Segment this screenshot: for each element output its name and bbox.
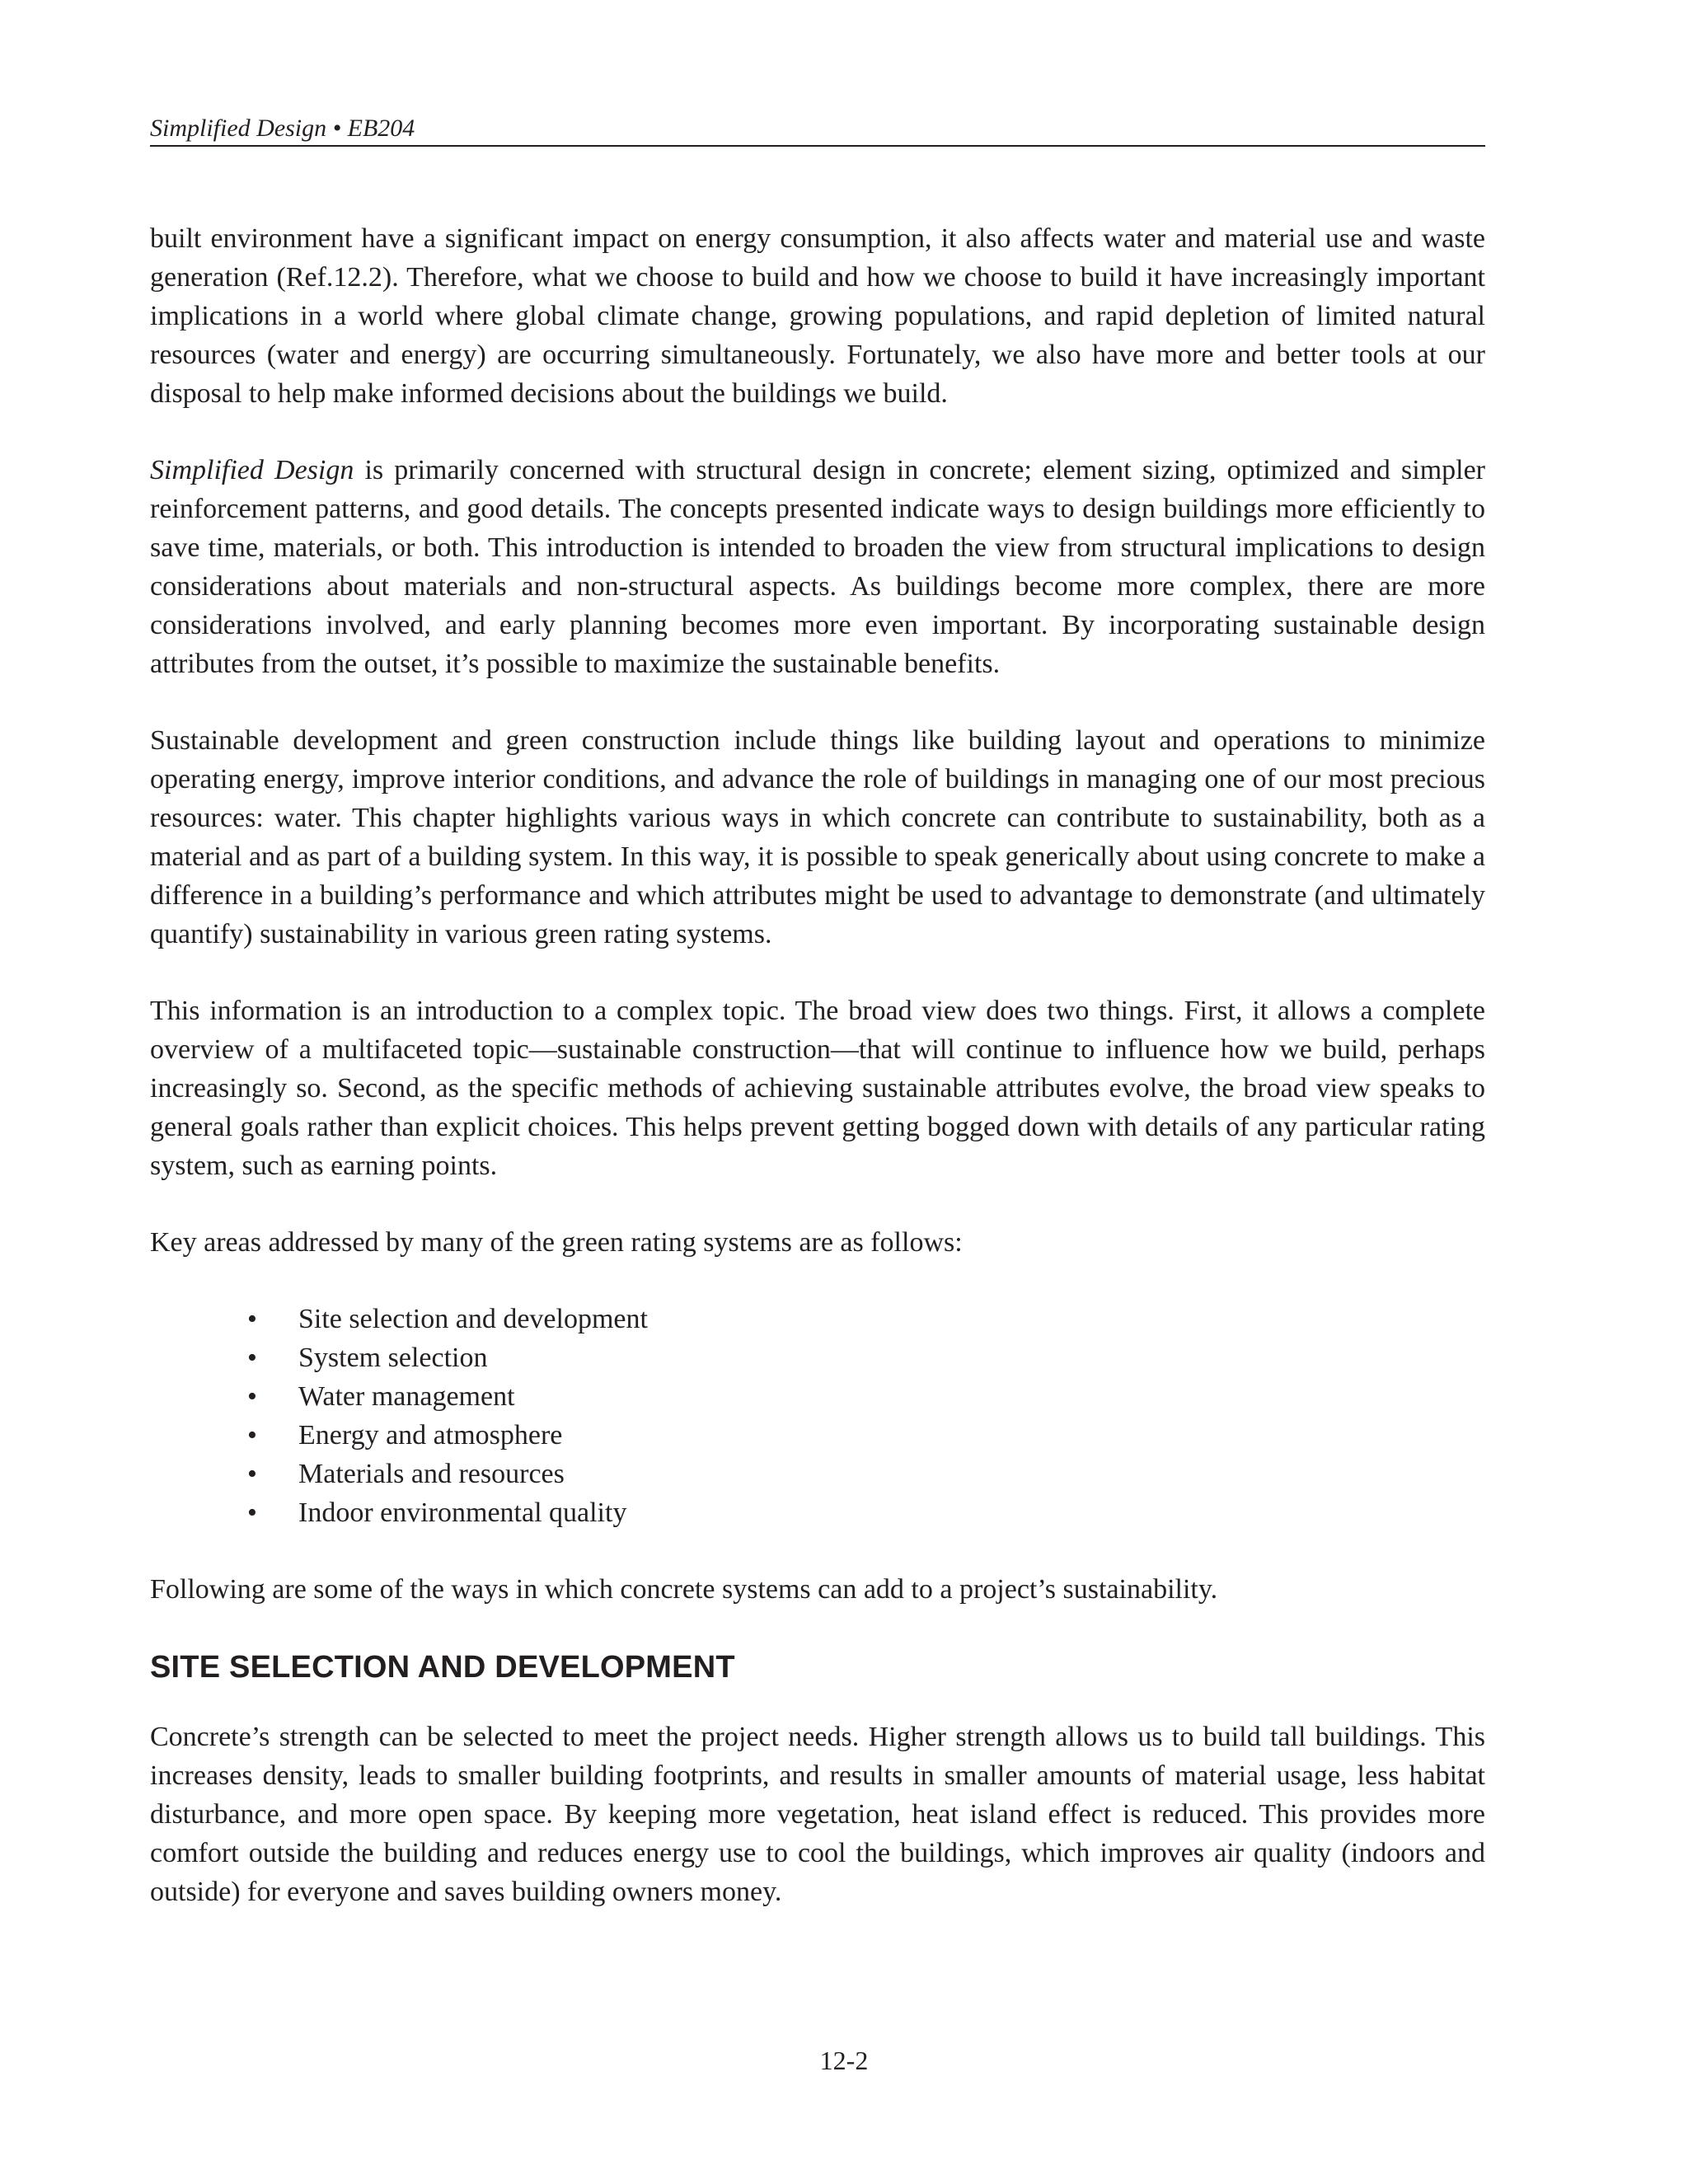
list-item-text: Indoor environmental quality bbox=[298, 1497, 627, 1528]
running-header: Simplified Design • EB204 bbox=[150, 110, 1485, 147]
bullet-glyph: • bbox=[247, 1304, 257, 1334]
paragraph-simplified-design bbox=[150, 451, 1485, 683]
bullet-glyph: • bbox=[247, 1343, 257, 1373]
list-item bbox=[150, 1493, 1485, 1532]
list-item-text: Energy and atmosphere bbox=[298, 1420, 563, 1451]
list-item-text: Site selection and development bbox=[298, 1304, 648, 1334]
list-outro: Following are some of the ways in which concrete systems can add to a project’s sustainability. bbox=[150, 1574, 1218, 1605]
paragraph-site-selection: Concrete’s strength can be selected to meet the project needs. Higher strength allows us to build tall buildings. This increases density, leads to smaller building footprints, and results in smaller amounts of material usage, less habitat disturbance, and more open space. By keeping more vegetation, heat island effect is reduced. This provides more comfort outside the building and reduces energy use to cool the buildings, which improves air quality (indoors and outside) for everyone and saves building owners money. bbox=[150, 1722, 1485, 1907]
book-title-italic: Simplified Design bbox=[150, 455, 354, 485]
list-intro: Key areas addressed by many of the green rating systems are as follows: bbox=[150, 1227, 963, 1258]
list-item bbox=[150, 1455, 1485, 1493]
list-item-text: Water management bbox=[298, 1381, 515, 1412]
key-areas-list bbox=[150, 1300, 1485, 1532]
bullet-glyph: • bbox=[247, 1497, 257, 1528]
bullet-glyph: • bbox=[247, 1381, 257, 1412]
page-content bbox=[150, 219, 1485, 1949]
paragraph-simplified-design-text: is primarily concerned with structural design in concrete; element sizing, optimized and simpler reinforcement patterns, and good details. The concepts presented indicate ways to design buildings more efficiently to save time, materials, or both. This introduction is intended to broaden the view from structural implications to design considerations about materials and non-structural aspects. As buildings become more complex, there are more considerations involved, and early planning becomes more even important. By incorporating sustainable design attributes from the outset, it’s possible to maximize the sustainable benefits. bbox=[150, 455, 1486, 679]
page-number: 12-2 bbox=[819, 2046, 869, 2075]
paragraph-intro-continued: built environment have a significant impact on energy consumption, it also affects water and material use and waste generation (Ref.12.2). Therefore, what we choose to build and how we choose to build it have increasingly important implications in a world where global climate change, growing populations, and rapid depletion of limited natural resources (water and energy) are occurring simultaneously. Fortunately, we also have more and better tools at our disposal to help make informed decisions about the buildings we build. bbox=[150, 223, 1485, 409]
bullet-glyph: • bbox=[247, 1420, 257, 1451]
paragraph-sustainable-development: Sustainable development and green construction include things like building layout and operations to minimize operating energy, improve interior conditions, and advance the role of buildings in managing one of our most precious resources: water. This chapter highlights various ways in which concrete can contribute to sustainability, both as a material and as part of a building system. In this way, it is possible to speak generically about using concrete to make a difference in a building’s performance and which attributes might be used to advantage to demonstrate (and ultimately quantify) sustainability in various green rating systems. bbox=[150, 725, 1485, 949]
list-item bbox=[150, 1338, 1485, 1377]
section-heading: SITE SELECTION AND DEVELOPMENT bbox=[150, 1650, 735, 1685]
list-item-text: Materials and resources bbox=[298, 1459, 565, 1489]
list-item bbox=[150, 1377, 1485, 1416]
list-item-text: System selection bbox=[298, 1343, 488, 1373]
bullet-glyph: • bbox=[247, 1459, 257, 1489]
list-item bbox=[150, 1300, 1485, 1338]
list-item bbox=[150, 1416, 1485, 1455]
paragraph-complex-topic: This information is an introduction to a complex topic. The broad view does two things. First, it allows a complete overview of a multifaceted topic—sustainable construction—that will continue to influence how we build, perhaps increasingly so. Second, as the specific methods of achieving sustainable attributes evolve, the broad view speaks to general goals rather than explicit choices. This helps prevent getting bogged down with details of any particular rating system, such as earning points. bbox=[150, 996, 1485, 1181]
